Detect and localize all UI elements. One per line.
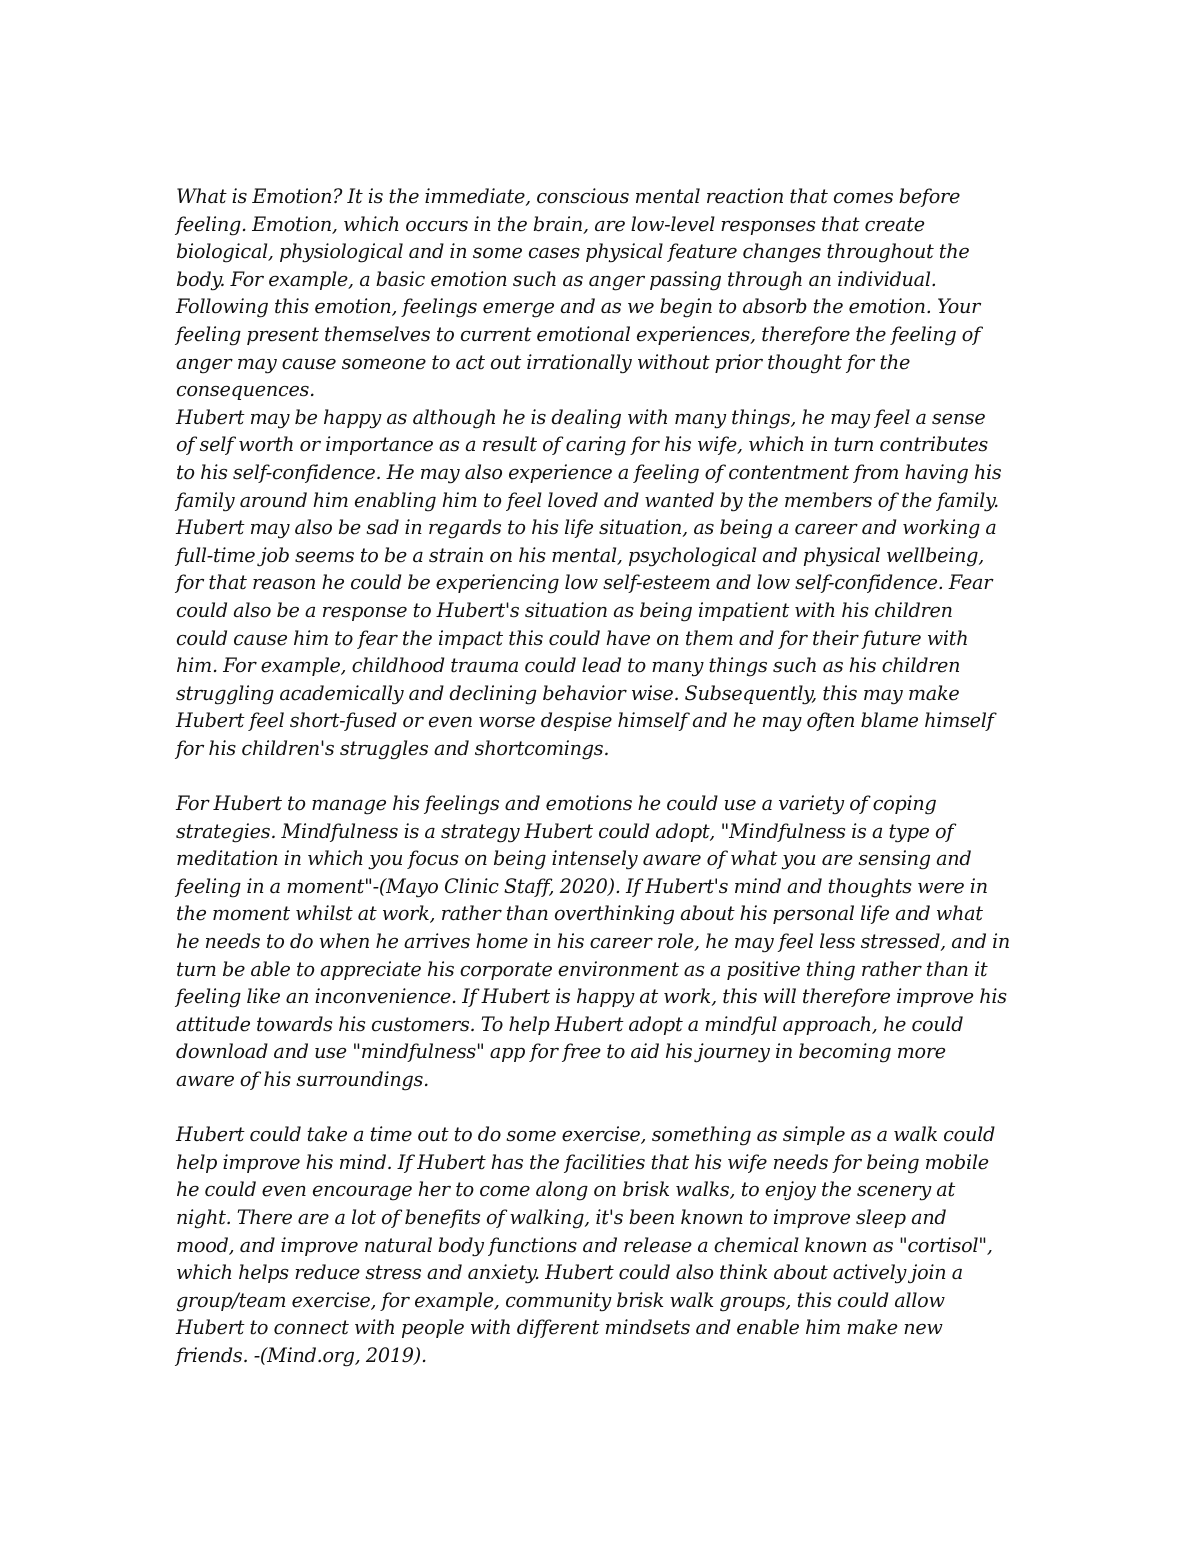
paragraph-spacer xyxy=(176,762,1024,790)
document-body xyxy=(176,183,1024,1370)
paragraph-emotion-definition: What is Emotion? It is the immediate, conscious mental reaction that comes before feeling. Emotion, which occurs in the brain, are low-level responses that create biological, physiological and in some cases physical feature changes throughout the body. For example, a basic emotion such as anger passing through an individual. Following this emotion, feelings emerge and as we begin to absorb the emotion. Your feeling present themselves to current emotional experiences, therefore the feeling of anger may cause someone to act out irrationally without prior thought for the consequences. xyxy=(176,185,981,402)
paragraph-hubert-feelings: Hubert may be happy as although he is dealing with many things, he may feel a sense of self worth or importance as a result of caring for his wife, which in turn contributes to his self-confidence. He may also experience a feeling of contentment from having his family around him enabling him to feel loved and wanted by the members of the family. Hubert may also be sad in regards to his life situation, as being a career and working a full-time job seems to be a strain on his mental, psychological and physical wellbeing, for that reason he could be experiencing low self-esteem and low self-confidence. Fear could also be a response to Hubert's situation as being impatient with his children could cause him to fear the impact this could have on them and for their future with him. For example, childhood trauma could lead to many things such as his children struggling academically and declining behavior wise. Subsequently, this may make Hubert feel short-fused or even worse despise himself and he may often blame himself for his children's struggles and shortcomings. xyxy=(176,405,1002,760)
paragraph-mindfulness: For Hubert to manage his feelings and emotions he could use a variety of coping strategies. Mindfulness is a strategy Hubert could adopt, "Mindfulness is a type of meditation in which you focus on being intensely aware of what you are sensing and feeling in a moment"-(Mayo Clinic Staff, 2020). If Hubert's mind and thoughts were in the moment whilst at work, rather than overthinking about his personal life and what he needs to do when he arrives home in his career role, he may feel less stressed, and in turn be able to appreciate his corporate environment as a positive thing rather than it feeling like an inconvenience. If Hubert is happy at work, this will therefore improve his attitude towards his customers. To help Hubert adopt a mindful approach, he could download and use "mindfulness" app for free to aid his journey in becoming more aware of his surroundings. xyxy=(176,792,1010,1091)
paragraph-exercise: Hubert could take a time out to do some exercise, something as simple as a walk could help improve his mind. If Hubert has the facilities that his wife needs for being mobile he could even encourage her to come along on brisk walks, to enjoy the scenery at night. There are a lot of benefits of walking, it's been known to improve sleep and mood, and improve natural body functions and release a chemical known as "cortisol", which helps reduce stress and anxiety. Hubert could also think about actively join a group/team exercise, for example, community brisk walk groups, this could allow Hubert to connect with people with different mindsets and enable him make new friends. -(Mind.org, 2019). xyxy=(176,1123,996,1367)
paragraph-spacer xyxy=(176,1094,1024,1122)
